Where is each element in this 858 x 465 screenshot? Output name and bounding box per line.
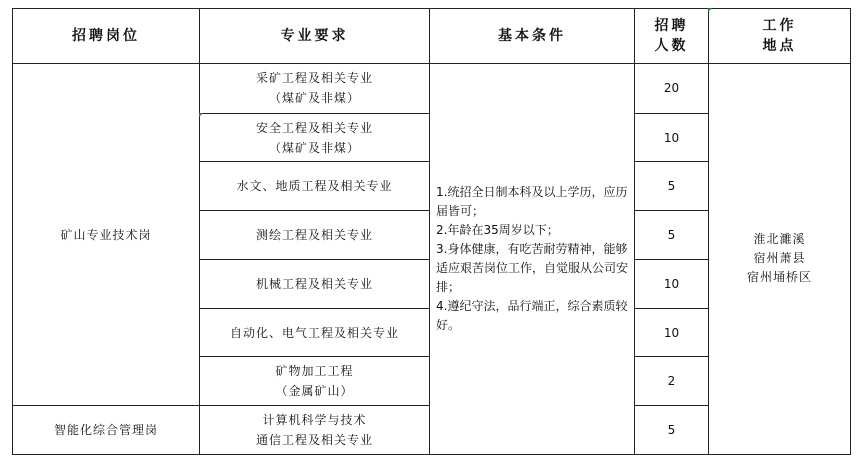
major-cell: 自动化、电气工程及相关专业: [200, 308, 430, 357]
header-row: [13, 9, 851, 64]
header-count: 招聘 人数: [635, 9, 709, 64]
header-major: 专业要求: [200, 9, 430, 64]
recruitment-table: [12, 8, 851, 455]
major-cell: 测绘工程及相关专业: [200, 211, 430, 260]
header-location: 工作 地点: [709, 9, 851, 64]
major-cell: 安全工程及相关专业 （煤矿及非煤）: [200, 113, 430, 162]
count-cell: 5: [635, 211, 709, 260]
location-cell: 淮北濉溪 宿州萧县 宿州埇桥区: [709, 63, 851, 454]
count-cell: 10: [635, 113, 709, 162]
count-cell: 10: [635, 308, 709, 357]
major-cell: 矿物加工工程 （金属矿山）: [200, 357, 430, 406]
table-row: [13, 63, 851, 113]
count-cell: 5: [635, 406, 709, 455]
major-cell: 水文、地质工程及相关专业: [200, 162, 430, 211]
major-cell: 采矿工程及相关专业 （煤矿及非煤）: [200, 63, 430, 113]
header-position: 招聘岗位: [13, 9, 200, 64]
count-cell: 5: [635, 162, 709, 211]
header-conditions: 基本条件: [430, 9, 635, 64]
major-cell: 机械工程及相关专业: [200, 259, 430, 308]
count-cell: 20: [635, 63, 709, 113]
position-cell: 矿山专业技术岗: [13, 63, 200, 405]
major-cell: 计算机科学与技术 通信工程及相关专业: [200, 406, 430, 455]
position-cell: 智能化综合管理岗: [13, 406, 200, 455]
count-cell: 2: [635, 357, 709, 406]
conditions-cell: 1.统招全日制本科及以上学历，应历届皆可； 2.年龄在35周岁以下； 3.身体健康，有吃苦耐劳精神，能够适应艰苦岗位工作，自觉服从公司安排； 4.遵纪守法，品行端正，综合素质较好。: [430, 63, 635, 454]
count-cell: 10: [635, 259, 709, 308]
